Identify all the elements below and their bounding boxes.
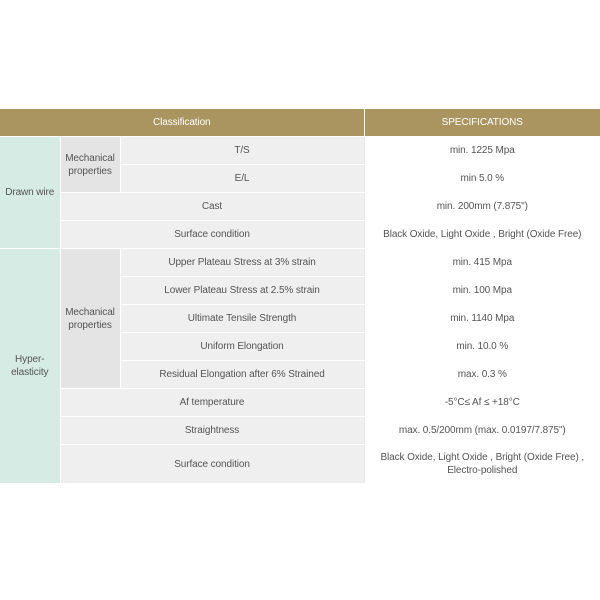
spec-item: T/S (120, 137, 364, 165)
spec-value: min. 10.0 % (364, 333, 600, 361)
table-row (0, 445, 600, 484)
hyper-elasticity-group-label: Hyper-elasticity (0, 249, 60, 484)
table-row (0, 193, 600, 221)
spec-item: Straightness (60, 417, 364, 445)
classification-header: Classification (0, 109, 364, 137)
spec-value: max. 0.3 % (364, 361, 600, 389)
specifications-header: SPECIFICATIONS (364, 109, 600, 137)
spec-item: Lower Plateau Stress at 2.5% strain (120, 277, 364, 305)
spec-item: Af temperature (60, 389, 364, 417)
drawn-wire-group-label: Drawn wire (0, 137, 60, 249)
spec-value: min. 415 Mpa (364, 249, 600, 277)
specifications-table (0, 109, 600, 484)
table-row (0, 137, 600, 165)
table-row (0, 389, 600, 417)
table-row (0, 417, 600, 445)
spec-value: Black Oxide, Light Oxide , Bright (Oxide Free) (364, 221, 600, 249)
spec-item: Residual Elongation after 6% Strained (120, 361, 364, 389)
table-row (0, 249, 600, 277)
table-row (0, 221, 600, 249)
spec-value: min. 100 Mpa (364, 277, 600, 305)
spec-item: Upper Plateau Stress at 3% strain (120, 249, 364, 277)
hyper-elasticity-mechanical-label: Mechanical properties (60, 249, 120, 389)
spec-item: E/L (120, 165, 364, 193)
spec-item: Uniform Elongation (120, 333, 364, 361)
spec-value: min 5.0 % (364, 165, 600, 193)
spec-item: Surface condition (60, 445, 364, 484)
spec-value: min. 1225 Mpa (364, 137, 600, 165)
spec-value: Black Oxide, Light Oxide , Bright (Oxide Free) , Electro-polished (364, 445, 600, 484)
spec-value: min. 200mm (7.875") (364, 193, 600, 221)
drawn-wire-mechanical-label: Mechanical properties (60, 137, 120, 193)
spec-item: Surface condition (60, 221, 364, 249)
spec-item: Cast (60, 193, 364, 221)
spec-value: min. 1140 Mpa (364, 305, 600, 333)
spec-value: -5°C≤ Af ≤ +18°C (364, 389, 600, 417)
spec-item: Ultimate Tensile Strength (120, 305, 364, 333)
header-row (0, 109, 600, 137)
spec-value: max. 0.5/200mm (max. 0.0197/7.875") (364, 417, 600, 445)
